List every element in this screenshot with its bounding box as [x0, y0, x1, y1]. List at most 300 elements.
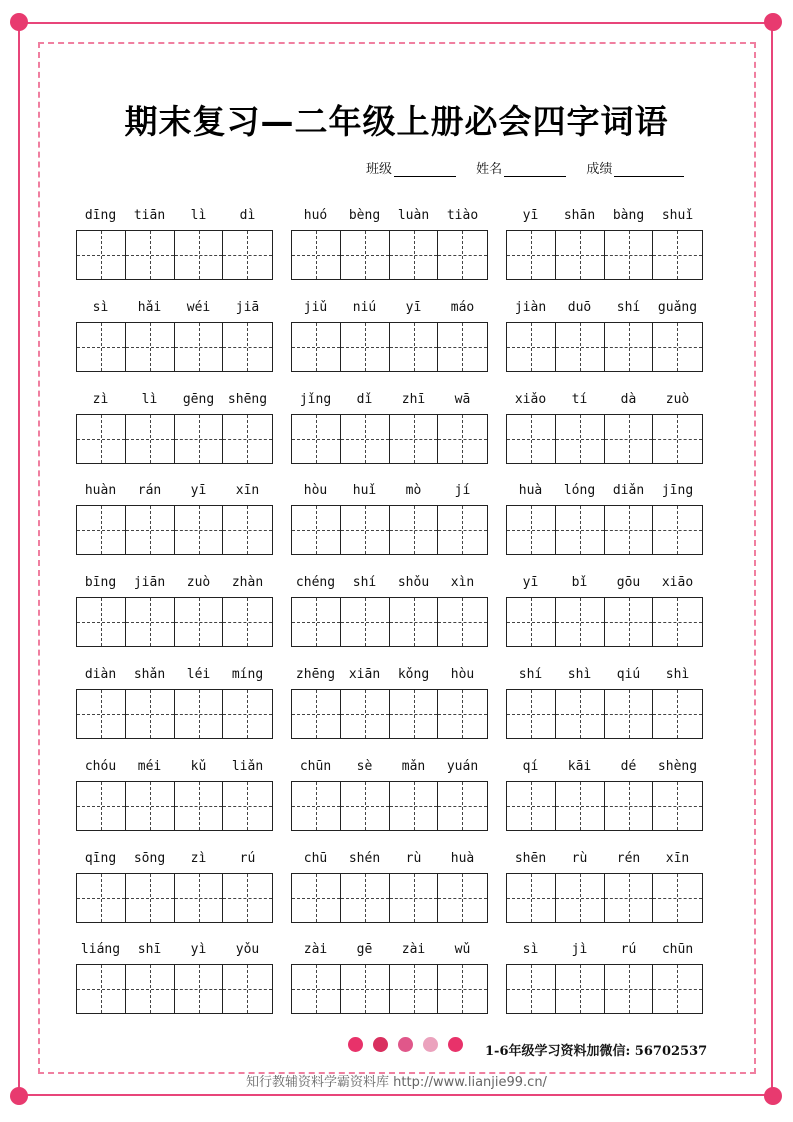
tianzige-box[interactable] [556, 874, 605, 922]
pinyin-syllable: bǐ [571, 575, 588, 591]
pinyin-syllable: dà [620, 391, 637, 407]
tianzige-box[interactable] [605, 874, 654, 922]
guide-line-vertical [365, 782, 366, 830]
pinyin-syllable: sì [522, 942, 539, 958]
pinyin-syllable: shèng [657, 758, 698, 774]
tianzige-box[interactable] [605, 323, 654, 371]
guide-line-vertical [580, 598, 581, 646]
writing-boxes [291, 689, 488, 739]
tianzige-box[interactable] [390, 598, 439, 646]
tianzige-box[interactable] [77, 231, 126, 279]
pinyin-row [291, 667, 488, 687]
pinyin-syllable: huàn [84, 483, 117, 499]
tianzige-box[interactable] [77, 598, 126, 646]
guide-line-vertical [531, 965, 532, 1013]
tianzige-box[interactable] [438, 782, 487, 830]
tianzige-box[interactable] [223, 415, 272, 463]
tianzige-box[interactable] [292, 874, 341, 922]
tianzige-box[interactable] [175, 874, 224, 922]
guide-line-vertical [462, 782, 463, 830]
guide-line-vertical [316, 690, 317, 738]
guide-line-vertical [150, 323, 151, 371]
tianzige-box[interactable] [175, 506, 224, 554]
tianzige-box[interactable] [292, 782, 341, 830]
tianzige-box[interactable] [126, 323, 175, 371]
guide-line-vertical [150, 874, 151, 922]
tianzige-box[interactable] [507, 690, 556, 738]
tianzige-box[interactable] [605, 506, 654, 554]
tianzige-box[interactable] [556, 506, 605, 554]
word-group [291, 759, 488, 831]
tianzige-box[interactable] [556, 782, 605, 830]
tianzige-box[interactable] [653, 874, 702, 922]
pinyin-syllable: shēng [227, 391, 268, 407]
pinyin-row [291, 575, 488, 595]
guide-line-vertical [677, 231, 678, 279]
pinyin-syllable: shī [137, 942, 162, 958]
guide-line-vertical [101, 506, 102, 554]
pinyin-syllable: bèng [348, 208, 381, 223]
pinyin-syllable: shí [616, 299, 641, 315]
dot-3 [398, 1037, 413, 1052]
pinyin-syllable: bàng [612, 208, 645, 223]
guide-line-vertical [677, 690, 678, 738]
guide-line-vertical [316, 231, 317, 279]
pinyin-row [506, 208, 703, 228]
pinyin-syllable: rù [405, 850, 422, 866]
guide-line-vertical [462, 506, 463, 554]
guide-line-vertical [462, 874, 463, 922]
tianzige-box[interactable] [77, 415, 126, 463]
pinyin-row [76, 575, 273, 595]
pinyin-row [291, 208, 488, 228]
word-group [76, 851, 273, 923]
tianzige-box[interactable] [390, 782, 439, 830]
tianzige-box[interactable] [653, 782, 702, 830]
dot-2 [373, 1037, 388, 1052]
guide-line-vertical [629, 598, 630, 646]
tianzige-box[interactable] [507, 323, 556, 371]
pinyin-syllable: zhī [401, 391, 426, 407]
tianzige-box[interactable] [438, 231, 487, 279]
guide-line-vertical [414, 782, 415, 830]
word-group [291, 575, 488, 647]
pinyin-syllable: zài [303, 942, 328, 958]
tianzige-box[interactable] [292, 323, 341, 371]
writing-boxes [76, 873, 273, 923]
tianzige-box[interactable] [390, 965, 439, 1013]
pinyin-syllable: gē [356, 942, 373, 958]
writing-boxes [506, 322, 703, 372]
tianzige-box[interactable] [341, 598, 390, 646]
tianzige-box[interactable] [653, 415, 702, 463]
guide-line-vertical [677, 506, 678, 554]
guide-line-vertical [247, 782, 248, 830]
pinyin-syllable: yī [522, 208, 539, 223]
writing-boxes [506, 230, 703, 280]
guide-line-vertical [150, 415, 151, 463]
pinyin-syllable: wéi [186, 299, 211, 315]
word-group [291, 942, 488, 1014]
pinyin-syllable: shǒu [397, 575, 430, 591]
pinyin-syllable: zuò [186, 575, 211, 591]
guide-line-vertical [531, 782, 532, 830]
tianzige-box[interactable] [556, 323, 605, 371]
guide-line-vertical [150, 506, 151, 554]
tianzige-box[interactable] [507, 965, 556, 1013]
pinyin-row [76, 300, 273, 320]
guide-line-vertical [580, 506, 581, 554]
pinyin-syllable: kǔ [190, 758, 207, 774]
tianzige-box[interactable] [438, 415, 487, 463]
pinyin-syllable: kǒng [397, 667, 430, 682]
guide-line-vertical [316, 965, 317, 1013]
pinyin-syllable: lì [190, 208, 207, 223]
guide-line-vertical [101, 598, 102, 646]
pinyin-syllable: yǒu [235, 942, 260, 958]
pinyin-row [291, 392, 488, 412]
tianzige-box[interactable] [507, 231, 556, 279]
tianzige-box[interactable] [175, 323, 224, 371]
guide-line-vertical [462, 965, 463, 1013]
tianzige-box[interactable] [438, 598, 487, 646]
pinyin-syllable: tí [571, 391, 588, 407]
tianzige-box[interactable] [292, 415, 341, 463]
writing-boxes [291, 414, 488, 464]
guide-line-vertical [580, 231, 581, 279]
tianzige-box[interactable] [390, 506, 439, 554]
word-group [76, 575, 273, 647]
tianzige-box[interactable] [292, 690, 341, 738]
tianzige-box[interactable] [390, 323, 439, 371]
word-group [76, 300, 273, 372]
pinyin-row [291, 942, 488, 962]
guide-line-vertical [316, 598, 317, 646]
pinyin-syllable: dǐ [356, 391, 373, 407]
pinyin-syllable: qiú [616, 667, 641, 682]
guide-line-vertical [101, 231, 102, 279]
tianzige-box[interactable] [341, 231, 390, 279]
pinyin-syllable: chóu [84, 758, 117, 774]
tianzige-box[interactable] [175, 415, 224, 463]
tianzige-box[interactable] [223, 506, 272, 554]
pinyin-syllable: lóng [563, 483, 596, 499]
tianzige-box[interactable] [438, 965, 487, 1013]
tianzige-box[interactable] [507, 598, 556, 646]
guide-line-vertical [531, 690, 532, 738]
guide-line-vertical [316, 506, 317, 554]
guide-line-vertical [580, 782, 581, 830]
guide-line-vertical [247, 965, 248, 1013]
guide-line-vertical [199, 874, 200, 922]
tianzige-box[interactable] [292, 506, 341, 554]
guide-line-vertical [531, 874, 532, 922]
pinyin-syllable: yī [522, 575, 539, 591]
pinyin-syllable: gēng [182, 391, 215, 407]
guide-line-vertical [101, 874, 102, 922]
guide-line-vertical [580, 415, 581, 463]
tianzige-box[interactable] [126, 690, 175, 738]
tianzige-box[interactable] [292, 231, 341, 279]
pinyin-syllable: mò [405, 483, 422, 499]
tianzige-box[interactable] [292, 965, 341, 1013]
tianzige-box[interactable] [653, 506, 702, 554]
tianzige-box[interactable] [341, 874, 390, 922]
guide-line-vertical [629, 690, 630, 738]
word-group [291, 851, 488, 923]
word-group [506, 667, 703, 739]
guide-line-vertical [150, 690, 151, 738]
writing-boxes [76, 689, 273, 739]
pinyin-row [506, 667, 703, 687]
pinyin-row [506, 851, 703, 871]
tianzige-box[interactable] [605, 690, 654, 738]
tianzige-box[interactable] [223, 690, 272, 738]
guide-line-vertical [629, 415, 630, 463]
tianzige-box[interactable] [556, 415, 605, 463]
pinyin-syllable: yuán [446, 758, 479, 774]
guide-line-vertical [580, 323, 581, 371]
guide-line-vertical [316, 415, 317, 463]
tianzige-box[interactable] [223, 965, 272, 1013]
tianzige-box[interactable] [653, 965, 702, 1013]
writing-boxes [291, 322, 488, 372]
pinyin-syllable: zì [92, 391, 109, 407]
writing-boxes [76, 597, 273, 647]
tianzige-box[interactable] [126, 782, 175, 830]
class-field[interactable] [394, 164, 456, 177]
tianzige-box[interactable] [605, 782, 654, 830]
word-group [76, 942, 273, 1014]
tianzige-box[interactable] [341, 690, 390, 738]
writing-boxes [76, 781, 273, 831]
guide-line-vertical [150, 965, 151, 1013]
guide-line-vertical [531, 231, 532, 279]
tianzige-box[interactable] [653, 231, 702, 279]
tianzige-box[interactable] [77, 506, 126, 554]
tianzige-box[interactable] [341, 415, 390, 463]
writing-boxes [291, 781, 488, 831]
tianzige-box[interactable] [126, 598, 175, 646]
corner-dot-top-right [764, 13, 782, 31]
pinyin-syllable: zài [401, 942, 426, 958]
class-label: 班级 [366, 162, 393, 177]
pinyin-syllable: dīng [84, 208, 117, 223]
pinyin-row [76, 667, 273, 687]
writing-boxes [76, 322, 273, 372]
pinyin-row [506, 300, 703, 320]
pinyin-syllable: sōng [133, 850, 166, 866]
tianzige-box[interactable] [77, 965, 126, 1013]
guide-line-vertical [199, 598, 200, 646]
guide-line-vertical [247, 598, 248, 646]
tianzige-box[interactable] [126, 231, 175, 279]
word-group [506, 483, 703, 555]
guide-line-vertical [414, 323, 415, 371]
pinyin-syllable: jiān [133, 575, 166, 591]
pinyin-syllable: shì [665, 667, 690, 682]
guide-line-vertical [462, 323, 463, 371]
guide-line-vertical [316, 782, 317, 830]
word-group [506, 575, 703, 647]
guide-line-vertical [247, 506, 248, 554]
guide-line-vertical [101, 690, 102, 738]
pinyin-syllable: kāi [567, 758, 592, 774]
score-field[interactable] [614, 164, 684, 177]
tianzige-box[interactable] [556, 598, 605, 646]
tianzige-box[interactable] [126, 874, 175, 922]
pinyin-syllable: tiān [133, 208, 166, 223]
tianzige-box[interactable] [438, 506, 487, 554]
dot-4 [423, 1037, 438, 1052]
corner-dot-top-left [10, 13, 28, 31]
guide-line-vertical [580, 965, 581, 1013]
pinyin-syllable: máo [450, 299, 475, 315]
tianzige-box[interactable] [390, 874, 439, 922]
guide-line-vertical [247, 415, 248, 463]
guide-line-vertical [531, 598, 532, 646]
pinyin-syllable: chūn [299, 758, 332, 774]
tianzige-box[interactable] [605, 415, 654, 463]
guide-line-vertical [580, 690, 581, 738]
tianzige-box[interactable] [292, 598, 341, 646]
tianzige-box[interactable] [556, 231, 605, 279]
tianzige-box[interactable] [605, 598, 654, 646]
tianzige-box[interactable] [605, 231, 654, 279]
guide-line-vertical [629, 231, 630, 279]
tianzige-box[interactable] [507, 874, 556, 922]
guide-line-vertical [414, 506, 415, 554]
tianzige-box[interactable] [223, 231, 272, 279]
pinyin-syllable: qīng [84, 850, 117, 866]
promo-text: 1-6年级学习资料加微信: 56702537 [485, 1044, 708, 1059]
writing-boxes [76, 964, 273, 1014]
pinyin-syllable: rù [571, 850, 588, 866]
pinyin-row [506, 575, 703, 595]
pinyin-syllable: diǎn [612, 483, 645, 499]
tianzige-box[interactable] [507, 506, 556, 554]
pinyin-syllable: chūn [661, 942, 694, 958]
tianzige-box[interactable] [175, 690, 224, 738]
tianzige-box[interactable] [223, 874, 272, 922]
tianzige-box[interactable] [605, 965, 654, 1013]
pinyin-syllable: jiàn [514, 299, 547, 315]
tianzige-box[interactable] [223, 323, 272, 371]
tianzige-box[interactable] [77, 323, 126, 371]
pinyin-syllable: zhàn [231, 575, 264, 591]
tianzige-box[interactable] [77, 690, 126, 738]
pinyin-syllable: rén [616, 850, 641, 866]
tianzige-box[interactable] [653, 323, 702, 371]
word-group [506, 759, 703, 831]
pinyin-syllable: zuò [665, 391, 690, 407]
pinyin-row [76, 851, 273, 871]
pinyin-syllable: xīn [235, 483, 260, 499]
tianzige-box[interactable] [390, 231, 439, 279]
guide-line-vertical [101, 782, 102, 830]
tianzige-box[interactable] [438, 690, 487, 738]
tianzige-box[interactable] [507, 782, 556, 830]
pinyin-syllable: shǎn [133, 667, 166, 682]
tianzige-box[interactable] [653, 690, 702, 738]
tianzige-box[interactable] [175, 782, 224, 830]
writing-boxes [506, 873, 703, 923]
guide-line-vertical [101, 415, 102, 463]
pinyin-row [76, 942, 273, 962]
guide-line-vertical [629, 506, 630, 554]
pinyin-syllable: shí [352, 575, 377, 591]
guide-line-vertical [199, 231, 200, 279]
pinyin-syllable: rú [239, 850, 256, 866]
tianzige-box[interactable] [390, 690, 439, 738]
tianzige-box[interactable] [126, 415, 175, 463]
tianzige-box[interactable] [507, 415, 556, 463]
pinyin-syllable: yī [190, 483, 207, 499]
tianzige-box[interactable] [341, 506, 390, 554]
tianzige-box[interactable] [556, 690, 605, 738]
pinyin-syllable: guǎng [657, 299, 698, 315]
pinyin-syllable: duō [567, 299, 592, 315]
tianzige-box[interactable] [126, 506, 175, 554]
pinyin-syllable: gōu [616, 575, 641, 591]
guide-line-vertical [629, 965, 630, 1013]
pinyin-syllable: tiào [446, 208, 479, 223]
tianzige-box[interactable] [390, 415, 439, 463]
tianzige-box[interactable] [223, 782, 272, 830]
writing-boxes [291, 964, 488, 1014]
guide-line-vertical [414, 874, 415, 922]
word-group [506, 208, 703, 280]
pinyin-syllable: shì [567, 667, 592, 682]
pinyin-syllable: diàn [84, 667, 117, 682]
tianzige-box[interactable] [175, 598, 224, 646]
pinyin-syllable: huà [450, 850, 475, 866]
word-group [76, 392, 273, 464]
tianzige-box[interactable] [126, 965, 175, 1013]
tianzige-box[interactable] [77, 782, 126, 830]
guide-line-vertical [462, 415, 463, 463]
tianzige-box[interactable] [175, 965, 224, 1013]
tianzige-box[interactable] [175, 231, 224, 279]
tianzige-box[interactable] [341, 782, 390, 830]
guide-line-vertical [462, 690, 463, 738]
tianzige-box[interactable] [653, 598, 702, 646]
word-group [291, 208, 488, 280]
pinyin-syllable: liáng [80, 942, 121, 958]
guide-line-vertical [101, 323, 102, 371]
tianzige-box[interactable] [223, 598, 272, 646]
guide-line-vertical [150, 231, 151, 279]
pinyin-syllable: shān [563, 208, 596, 223]
tianzige-box[interactable] [77, 874, 126, 922]
pinyin-syllable: chū [303, 850, 328, 866]
tianzige-box[interactable] [438, 323, 487, 371]
guide-line-vertical [365, 690, 366, 738]
tianzige-box[interactable] [341, 965, 390, 1013]
guide-line-vertical [677, 598, 678, 646]
pinyin-syllable: niú [352, 299, 377, 315]
guide-line-vertical [462, 231, 463, 279]
tianzige-box[interactable] [341, 323, 390, 371]
name-field[interactable] [504, 164, 566, 177]
tianzige-box[interactable] [556, 965, 605, 1013]
guide-line-vertical [414, 690, 415, 738]
pinyin-syllable: xīn [665, 850, 690, 866]
guide-line-vertical [199, 323, 200, 371]
writing-boxes [506, 689, 703, 739]
tianzige-box[interactable] [438, 874, 487, 922]
pinyin-syllable: huó [303, 208, 328, 223]
